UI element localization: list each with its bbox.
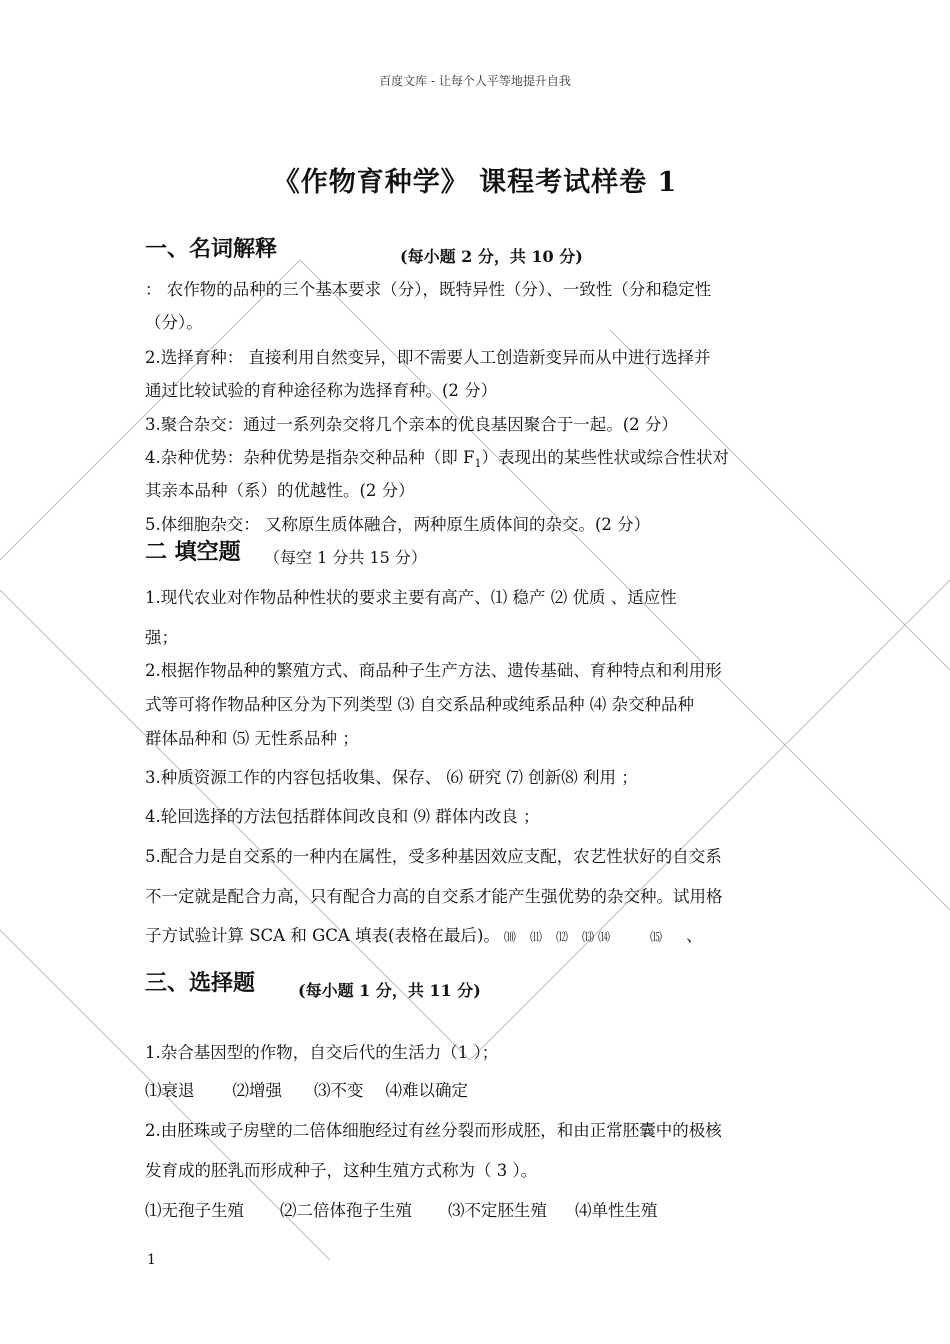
blank-number: ⒂ <box>650 930 663 944</box>
s3-q1: 1.杂合基因型的作物，自交后代的生活力（1 ）； <box>145 1043 499 1062</box>
s2-q2-line1: 2.根据作物品种的繁殖方式、商品种子生产方法、遗传基础、育种特点和利用形 <box>145 661 722 680</box>
s1-q1-line2: （分）。 <box>145 313 203 332</box>
s2-q5-line3 <box>145 922 703 946</box>
section-3-heading: 三、选择题 <box>145 971 256 996</box>
s1-q2-line2: 通过比较试验的育种途径称为选择育种。(2 分） <box>145 381 498 400</box>
s2-q1-line2: 强； <box>145 628 178 647</box>
watermark-line <box>470 580 950 1060</box>
section-1-heading: 一、名词解释 <box>145 237 278 262</box>
s3-q2-option: ⑷单性生殖 <box>575 1201 658 1220</box>
s2-q3: 3.种质资源工作的内容包括收集、保存、 ⑹ 研究 ⑺ 创新⑻ 利用 ； <box>145 768 638 787</box>
page-title: 《作物育种学》 课程考试样卷 1 <box>272 167 678 198</box>
s3-q1-option: ⑶不变 <box>314 1081 364 1100</box>
s3-q2-options <box>145 1197 658 1221</box>
watermark-line <box>610 330 950 670</box>
section-2-heading: 二 填空题 <box>145 540 241 565</box>
s3-q2-line2: 发育成的胚乳而形成种子，这种生殖方式称为（ 3 ）。 <box>145 1161 538 1180</box>
s1-q4-line1 <box>145 444 729 470</box>
blank-number: ⒀ <box>581 930 594 944</box>
s1-q3: 3.聚合杂交：通过一系列杂交将几个亲本的优良基因聚合于一起。(2 分） <box>145 415 678 434</box>
section-1-note: (每小题 2 分，共 10 分) <box>400 247 583 266</box>
s1-q5: 5.体细胞杂交： 又称原生质体融合，两种原生质体间的杂交。(2 分） <box>145 515 651 534</box>
blank-number: ⒁ <box>597 930 610 944</box>
s3-q2-option: ⑶不定胚生殖 <box>448 1201 547 1220</box>
s3-q1-option: ⑴衰退 <box>145 1081 195 1100</box>
section-3-note: (每小题 1 分，共 11 分) <box>298 981 481 1000</box>
s3-q2-option: ⑵二倍体孢子生殖 <box>280 1201 412 1220</box>
s2-q5-tail: 、 <box>686 926 703 945</box>
s3-q1-options <box>145 1077 468 1101</box>
section-2-note: （每空 1 分共 15 分） <box>264 548 427 567</box>
s1-q4-part-a: 4.杂种优势：杂种优势是指杂交种品种（即 F <box>145 448 475 467</box>
s2-q1-line1: 1.现代农业对作物品种性状的要求主要有高产、⑴ 稳产 ⑵ 优质 、适应性 <box>145 588 677 607</box>
s3-q1-option: ⑷难以确定 <box>385 1081 468 1100</box>
s2-q5-line1: 5.配合力是自交系的一种内在属性，受多种基因效应支配，农艺性状好的自交系 <box>145 847 722 866</box>
page-number: 1 <box>147 1252 156 1268</box>
blank-number: ⑿ <box>555 930 568 944</box>
s3-q2-line1: 2.由胚珠或子房壁的二倍体细胞经过有丝分裂而形成胚，和由正常胚囊中的极核 <box>145 1121 722 1140</box>
page-header: 百度文库 - 让每个人平等地提升自我 <box>379 74 571 88</box>
s1-q4-line2: 其亲本品种（系）的优越性。(2 分） <box>145 481 415 500</box>
s3-q2-option: ⑴无孢子生殖 <box>145 1201 244 1220</box>
s1-q4-subscript: 1 <box>474 457 482 470</box>
blank-number: ⑽ <box>503 930 516 944</box>
s1-q1-line1: ： 农作物的品种的三个基本要求（分），既特异性（分）、一致性（分和稳定性 <box>145 280 712 299</box>
s2-q2-line2: 式等可将作物品种区分为下列类型 ⑶ 自交系品种或纯系品种 ⑷ 杂交种品种 <box>145 695 694 714</box>
s2-q2-line3: 群体品种和 ⑸ 无性系品种 ； <box>145 729 359 748</box>
s2-q5-text: 子方试验计算 SCA 和 GCA 填表(表格在最后)。 <box>145 926 500 945</box>
s1-q4-part-b: ）表现出的某些性状或综合性状对 <box>481 448 729 467</box>
s2-q4: 4.轮回选择的方法包括群体间改良和 ⑼ 群体内改良 ； <box>145 807 540 826</box>
s1-q2-line1: 2.选择育种： 直接利用自然变异，即不需要人工创造新变异而从中进行选择并 <box>145 348 711 367</box>
blank-number: ⑾ <box>529 930 542 944</box>
s3-q1-option: ⑵增强 <box>232 1081 282 1100</box>
s2-q5-line2: 不一定就是配合力高，只有配合力高的自交系才能产生强优势的杂交种。试用格 <box>145 887 723 906</box>
